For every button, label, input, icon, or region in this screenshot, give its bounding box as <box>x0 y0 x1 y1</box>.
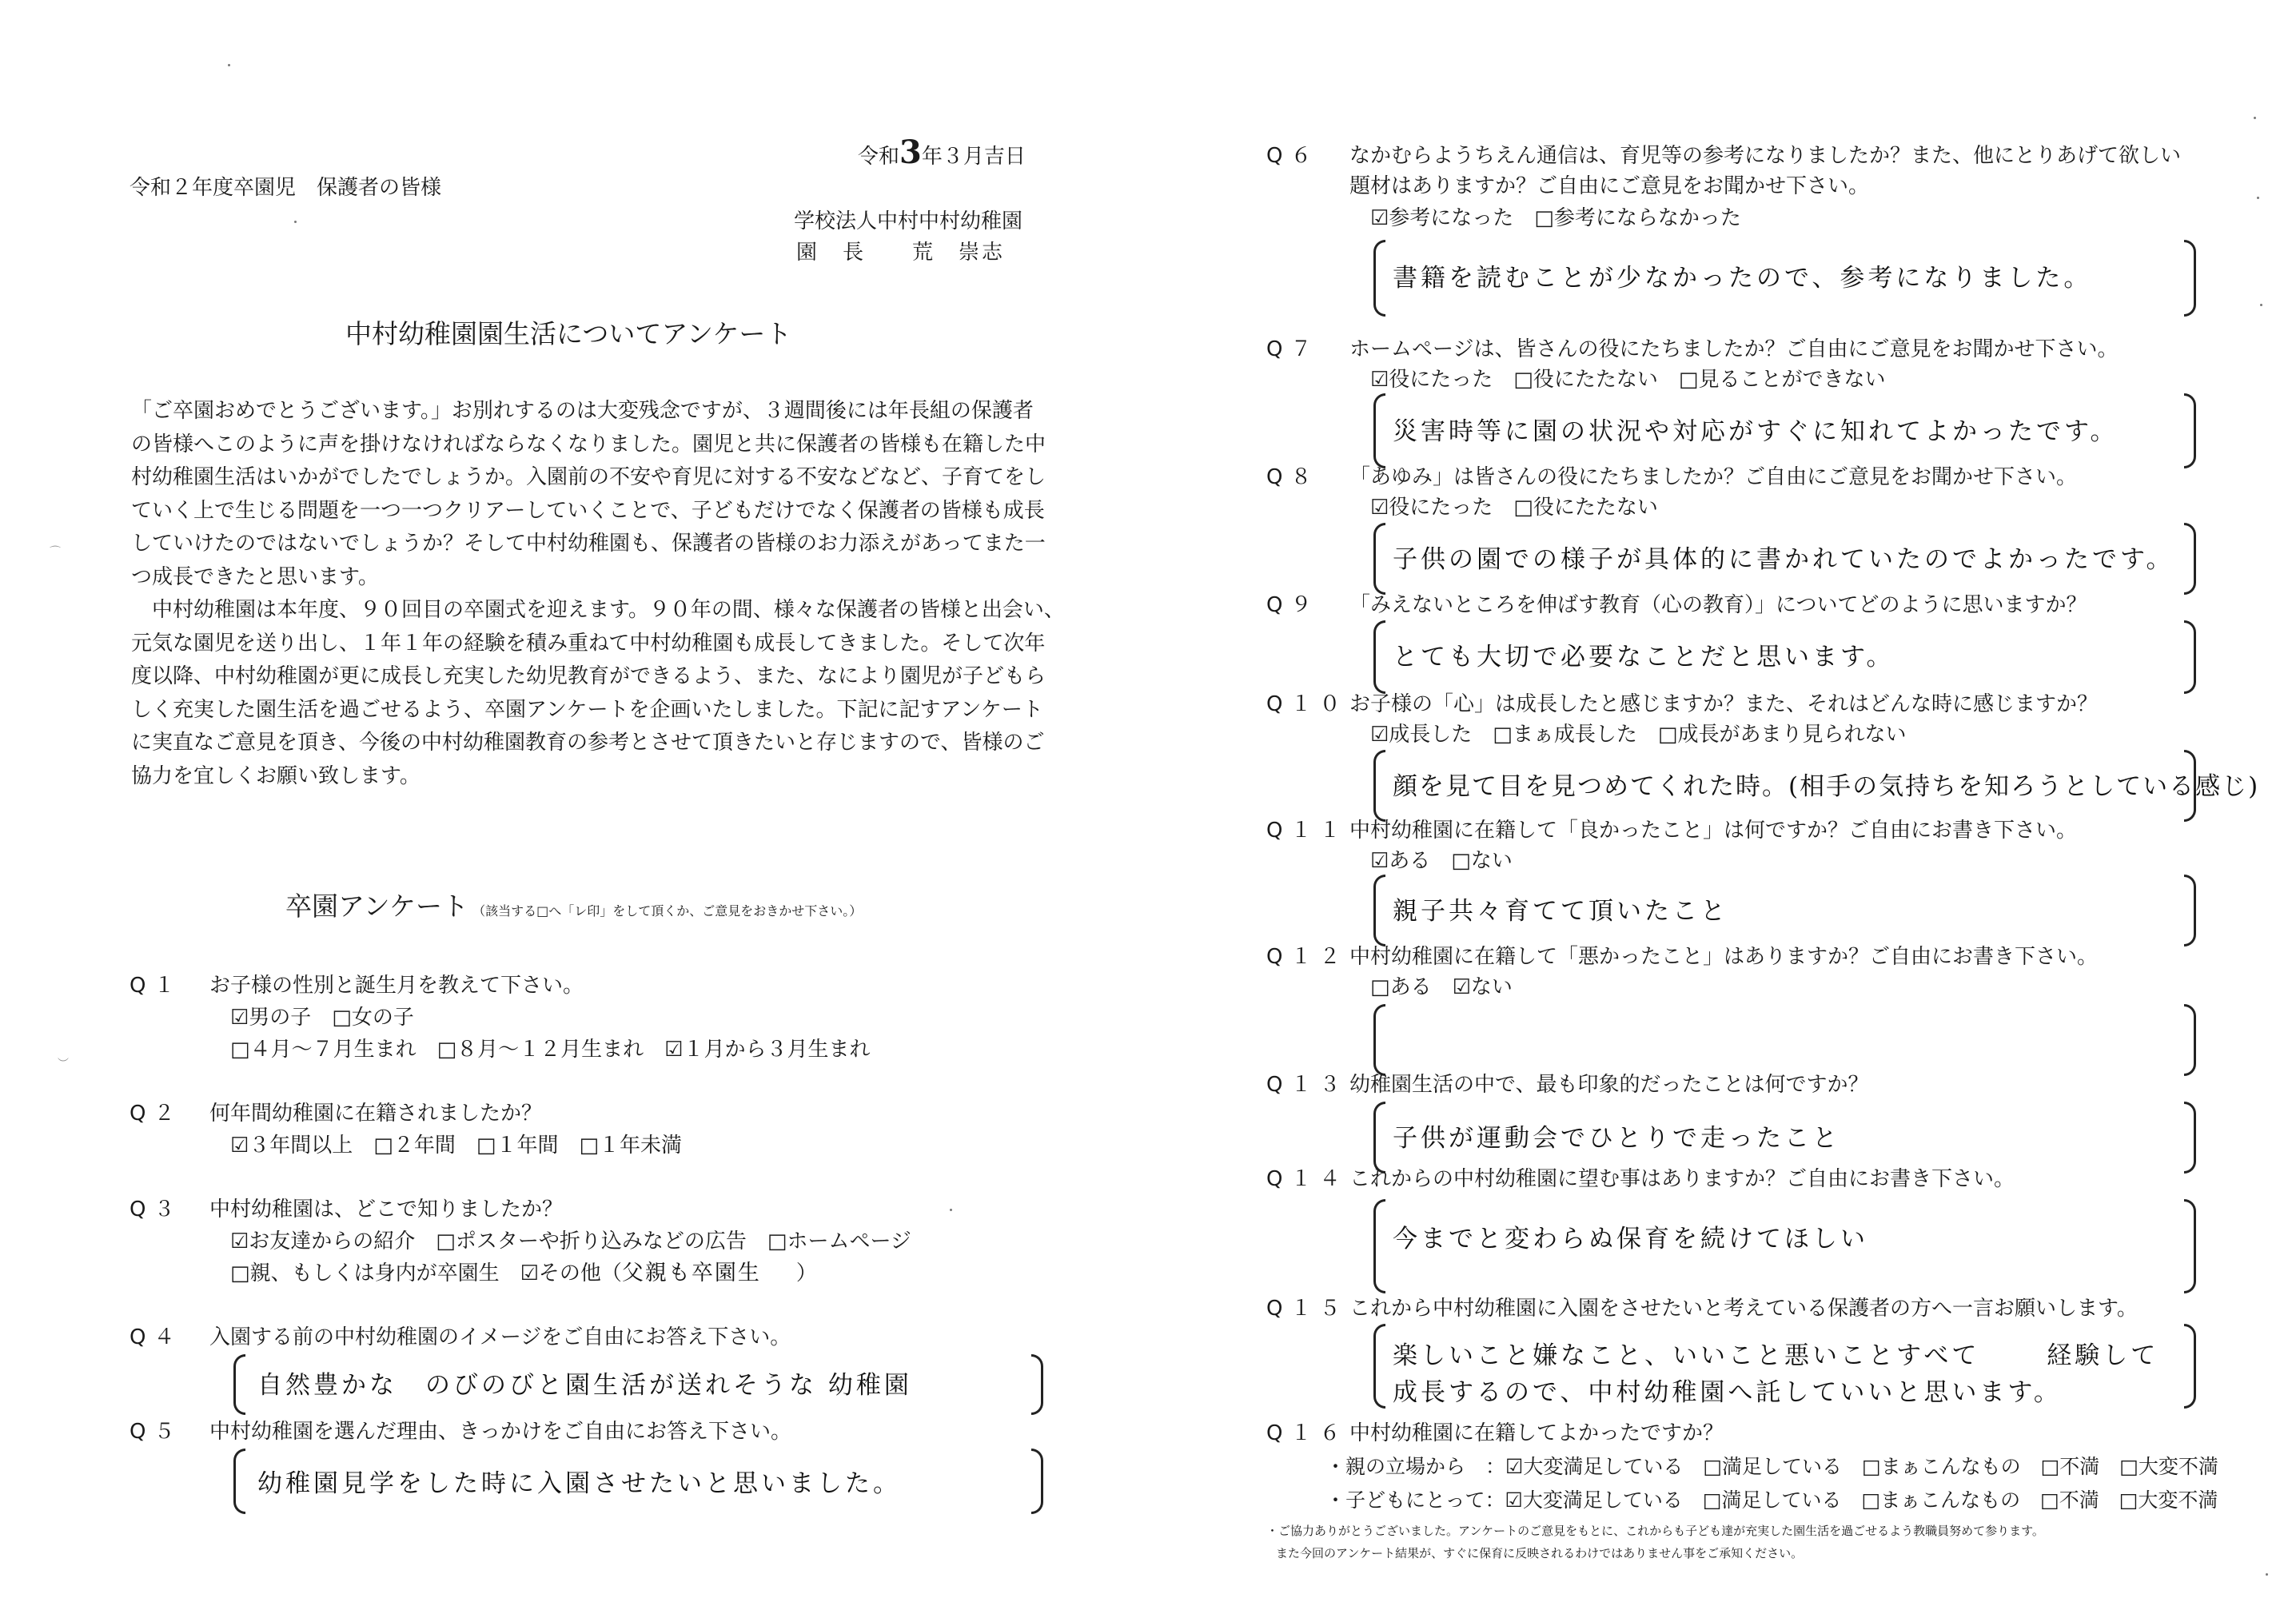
q7-number: Q７ <box>1266 337 1320 361</box>
footer-note-line1: ・ご協力ありがとうございました。アンケートのご意見をもとに、これからも子ども達が充実した園生活を過ごせるよう教職員努めて参ります。 <box>1266 1524 2044 1538</box>
intro-line: 度以降、中村幼稚園が更に成長し充実した幼児教育ができるよう、また、なにより園児が子どもら <box>131 664 1046 688</box>
q9-answer[interactable]: とても大切で必要なことだと思います。 <box>1393 643 1895 672</box>
q1-number: Q１ <box>130 974 183 998</box>
scan-mark: ⌒ <box>50 546 61 559</box>
q6-answer-bracket-left <box>1373 240 1385 317</box>
q1-birth-month-options[interactable]: □４月～７月生まれ □８月～１２月生まれ ☑１月から３月生まれ <box>230 1038 871 1062</box>
q10-number: Q１０ <box>1266 692 1349 716</box>
q15-answer-bracket-left <box>1373 1324 1385 1409</box>
q10-question: お子様の「心」は成長したと感じますか？また、それはどんな時に感じますか？ <box>1349 692 2099 716</box>
survey-instructions: （該当する□へ「レ印」をして頂くか、ご意見をおきかせ下さい。） <box>472 903 863 919</box>
q12-answer-bracket-left <box>1373 1004 1385 1076</box>
q2-question: 何年間幼稚園に在籍されましたか？ <box>209 1102 543 1126</box>
survey-heading <box>285 886 862 923</box>
q13-answer-bracket-left <box>1373 1102 1385 1174</box>
q8-number: Q８ <box>1266 465 1320 489</box>
scan-speck <box>2260 304 2262 306</box>
q16-child-row[interactable] <box>1325 1488 2218 1512</box>
intro-line: しく充実した園生活を過ごせるよう、卒園アンケートを企画いたしました。下記に記すアンケート <box>131 697 1043 722</box>
q9-question: 「みえないところを伸ばす教育（心の教育）」についてどのように思いますか？ <box>1349 593 2087 617</box>
q6-answer[interactable]: 書籍を読むことが少なかったので、参考になりました。 <box>1393 264 2092 293</box>
q3-other-answer: 父親も卒園生 <box>621 1261 761 1285</box>
q14-answer[interactable]: 今までと変わらぬ保育を続けてほしい <box>1393 1225 1868 1253</box>
scan-speck <box>294 221 297 223</box>
q3-question: 中村幼稚園は、どこで知りましたか？ <box>209 1198 564 1221</box>
q5-answer[interactable]: 幼稚園見学をした時に入園させたいと思いました。 <box>257 1469 901 1498</box>
q6-options[interactable]: ☑参考になった □参考にならなかった <box>1370 206 1741 230</box>
q16-parent-row[interactable] <box>1325 1455 2218 1479</box>
q11-answer[interactable]: 親子共々育てて頂いたこと <box>1393 897 1728 926</box>
intro-line: 中村幼稚園は本年度、９０回目の卒園式を迎えます。９０年の間、様々な保護者の皆様と出会い、 <box>131 598 1065 622</box>
q7-answer-bracket-left <box>1373 393 1385 468</box>
q4-answer-bracket-left <box>233 1354 245 1415</box>
q5-question: 中村幼稚園を選んだ理由、きっかけをご自由にお答え下さい。 <box>209 1420 792 1444</box>
q9-answer-bracket-left <box>1373 620 1385 694</box>
intro-paragraph <box>131 395 1065 793</box>
recipient-line: 令和２年度卒園児 保護者の皆様 <box>130 176 442 200</box>
q3-options-text: □親、もしくは身内が卒園生 ☑その他（ <box>230 1261 622 1285</box>
intro-line: 「ご卒園おめでとうございます。」お別れするのは大変残念ですが、３週間後には年長組の保護者 <box>131 399 1034 423</box>
q12-options[interactable]: □ある ☑ない <box>1370 975 1513 999</box>
q12-answer-bracket-right <box>2184 1004 2196 1076</box>
q16-parent-options[interactable]: ☑大変満足している □満足している □まぁこんなもの □不満 □大変不満 <box>1505 1455 2218 1478</box>
q4-number: Q４ <box>130 1325 183 1349</box>
scan-mark: ︶ <box>58 1058 69 1070</box>
q13-question: 幼稚園生活の中で、最も印象的だったことは何ですか？ <box>1349 1073 1869 1097</box>
q8-question: 「あゆみ」は皆さんの役にたちましたか？ご自由にご意見をお聞かせ下さい。 <box>1349 465 2078 489</box>
q16-child-options[interactable]: ☑大変満足している □満足している □まぁこんなもの □不満 □大変不満 <box>1505 1488 2218 1512</box>
scan-speck <box>2266 1573 2268 1576</box>
q14-answer-bracket-right <box>2184 1199 2196 1293</box>
q16-question: 中村幼稚園に在籍してよかったですか？ <box>1349 1421 1724 1445</box>
intro-line: の皆様へこのように声を掛けなければならなくなりました。園児と共に保護者の皆様も在籍した中 <box>131 432 1046 456</box>
q15-answer-bracket-right <box>2184 1324 2196 1409</box>
q14-question: これからの中村幼稚園に望む事はありますか？ご自由にお書き下さい。 <box>1349 1167 2015 1191</box>
q16-number: Q１６ <box>1266 1421 1349 1445</box>
q6-question-line1: なかむらようちえん通信は、育児等の参考になりましたか？また、他にとりあげて欲しい <box>1349 144 2182 168</box>
scan-speck <box>2257 197 2259 199</box>
q13-answer[interactable]: 子供が運動会でひとりで走ったこと <box>1393 1124 1840 1153</box>
q11-question: 中村幼稚園に在籍して「良かったこと」は何ですか？ご自由にお書き下さい。 <box>1349 819 2078 843</box>
survey-title: 卒園アンケート <box>285 891 469 922</box>
q2-number: Q２ <box>130 1102 183 1126</box>
q8-answer-bracket-right <box>2184 523 2196 595</box>
q11-answer-bracket-right <box>2184 875 2196 946</box>
q6-answer-bracket-right <box>2184 240 2196 317</box>
q13-number: Q１３ <box>1266 1073 1349 1097</box>
q10-options[interactable]: ☑成長した □まぁ成長した □成長があまり見られない <box>1370 723 1907 747</box>
q12-question: 中村幼稚園に在籍して「悪かったこと」はありますか？ご自由にお書き下さい。 <box>1349 945 2099 969</box>
scan-speck <box>2254 117 2256 119</box>
q2-options[interactable]: ☑３年間以上 □２年間 □１年間 □１年未満 <box>230 1134 683 1158</box>
q7-answer[interactable]: 災害時等に園の状況や対応がすぐに知れてよかったです。 <box>1393 417 2119 446</box>
q8-answer-bracket-left <box>1373 523 1385 595</box>
page-title: 中村幼稚園園生活についてアンケート <box>345 318 792 349</box>
q10-answer[interactable]: 顔を見て目を見つめてくれた時。(相手の気持ちを知ろうとしている感じ) <box>1393 772 2260 801</box>
q15-number: Q１５ <box>1266 1297 1349 1321</box>
q5-answer-bracket-right <box>1031 1449 1043 1514</box>
q14-answer-bracket-left <box>1373 1199 1385 1293</box>
q14-number: Q１４ <box>1266 1167 1349 1191</box>
organization-name: 学校法人中村中村幼稚園 <box>794 209 1023 233</box>
q6-question-line2: 題材はありますか？ご自由にご意見をお聞かせ下さい。 <box>1349 174 1870 198</box>
q5-number: Q５ <box>130 1420 183 1444</box>
intro-line: 元気な園児を送り出し、１年１年の経験を積み重ねて中村幼稚園も成長してきました。そして次年 <box>131 631 1046 656</box>
right-page <box>1148 0 2296 1618</box>
issue-date: 令和3年３月吉日 <box>858 134 1026 171</box>
intro-line: 協力を宜しくお願い致します。 <box>131 763 421 788</box>
q3-options-row1[interactable]: ☑お友達からの紹介 □ポスターや折り込みなどの広告 □ホームページ <box>230 1229 911 1253</box>
q10-answer-bracket-left <box>1373 750 1385 822</box>
q11-answer-bracket-left <box>1373 875 1385 946</box>
q15-answer-line2[interactable]: 成長するので、中村幼稚園へ託していいと思います。 <box>1393 1378 2062 1407</box>
q16-child-label: ・子どもにとって： <box>1325 1488 1505 1512</box>
q15-answer-line1[interactable]: 楽しいこと嫌なこと、いいこと悪いことすべて 経験して <box>1393 1341 2159 1370</box>
q7-question: ホームページは、皆さんの役にたちましたか？ご自由にご意見をお聞かせ下さい。 <box>1349 337 2119 361</box>
q9-answer-bracket-right <box>2184 620 2196 694</box>
q13-answer-bracket-right <box>2184 1102 2196 1174</box>
principal-name: 園 長 荒 崇志 <box>796 241 1006 265</box>
scan-speck <box>950 1209 952 1211</box>
q6-number: Q６ <box>1266 144 1320 168</box>
q9-number: Q９ <box>1266 593 1320 617</box>
scan-speck <box>228 64 230 66</box>
q16-parent-label: ・親の立場から ： <box>1325 1455 1506 1478</box>
q4-question: 入園する前の中村幼稚園のイメージをご自由にお答え下さい。 <box>209 1325 791 1349</box>
intro-line: つ成長できたと思います。 <box>131 564 379 589</box>
footer-note-line2: また今回のアンケート結果が、すぐに保育に反映されるわけではありません事をご承知ください。 <box>1276 1546 1804 1560</box>
q11-number: Q１１ <box>1266 819 1349 843</box>
q7-options[interactable]: ☑役にたった □役にたたない □見ることができない <box>1370 368 1886 392</box>
intro-line: に実直なご意見を頂き、今後の中村幼稚園教育の参考とさせて頂きたいと存じますので、皆様のご <box>131 731 1045 755</box>
q11-options[interactable]: ☑ある □ない <box>1370 849 1513 873</box>
q7-answer-bracket-right <box>2184 393 2196 468</box>
intro-line: していけたのではないでしょうか？そして中村幼稚園も、保護者の皆様のお力添えがあってまた一 <box>131 532 1046 556</box>
q1-question: お子様の性別と誕生月を教えて下さい。 <box>209 974 584 998</box>
q12-number: Q１２ <box>1266 945 1349 969</box>
q3-options-row2[interactable] <box>230 1261 817 1285</box>
q4-answer[interactable]: 自然豊かな のびのびと園生活が送れそうな 幼稚園 <box>257 1371 912 1400</box>
q3-number: Q３ <box>130 1198 183 1221</box>
q1-gender-options[interactable]: ☑男の子 □女の子 <box>230 1006 414 1030</box>
q8-options[interactable]: ☑役にたった □役にたたない <box>1370 496 1658 520</box>
q3-close-paren: ） <box>795 1261 817 1285</box>
q4-answer-bracket-right <box>1031 1354 1043 1415</box>
q8-answer[interactable]: 子供の園での様子が具体的に書かれていたのでよかったです。 <box>1393 545 2174 574</box>
q10-answer-bracket-right <box>2184 750 2196 822</box>
q15-question: これから中村幼稚園に入園をさせたいと考えている保護者の方へ一言お願いします。 <box>1349 1297 2138 1321</box>
intro-line: ていく上で生じる問題を一つ一つクリアーしていくことで、子どもだけでなく保護者の皆様も成長 <box>131 498 1045 523</box>
intro-line: 村幼稚園生活はいかがでしたでしょうか。入園前の不安や育児に対する不安などなど、子育てをし <box>131 465 1046 489</box>
q5-answer-bracket-left <box>233 1449 245 1514</box>
